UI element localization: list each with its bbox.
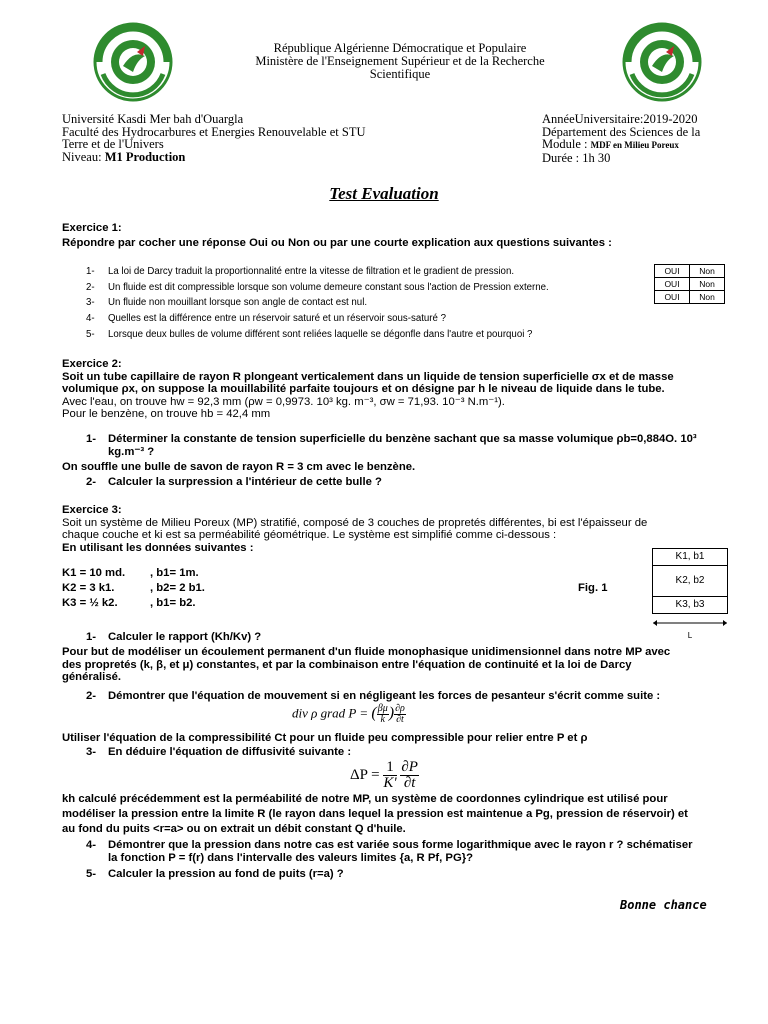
exercise-2-text: volumique ρx, on suppose la mouillabilité parfaite toujours et on désigne par h le niveau de liquide dans le tube. [62,383,665,396]
layer-diagram [652,548,728,640]
no-checkbox[interactable]: Non [690,278,725,291]
list-item: 3- Un fluide non mouillant lorsque son angle de contact est nul. [86,297,368,309]
module-row [542,138,700,152]
module-value: MDF en Milieu Poreux [590,140,679,150]
length-label: L [687,631,693,640]
exercise-3-data: K1 = 10 md. , b1= 1m. K2 = 3 k1. , b2= 2 b1. K3 = ½ k2. , b1= b2. [62,567,205,609]
level-value: M1 Production [104,149,186,164]
exercise-3 [62,504,742,554]
module-label: Module : [542,137,588,151]
university-logo-icon [93,22,173,102]
faculty-name-cont: Terre et de l'Univers [62,137,164,151]
header-line-2: Ministère de l'Enseignement Supérieur et de la Recherche [255,54,545,68]
academic-year: AnnéeUniversitaire:2019-2020 [542,112,698,126]
university-name: Université Kasdi Mer bah d'Ouargla [62,112,244,126]
exercise-3-question-4: 4- Démontrer que la pression dans notre cas est variée sous forme logarithmique avec le rayon r ? schématiser la fonction P = f(r) dans l'intervalle des valeurs limites {a, R Pf, PG}? [86,839,693,864]
list-item: 4- Quelles est la différence entre un réservoir saturé et un réservoir sous-saturé ? [86,313,446,325]
exercise-2-text: Avec l'eau, on trouve hw = 92,3 mm (ρw = 0,9973. 10³ kg. m⁻³, σw = 71,93. 10⁻³ N.m⁻¹). [62,395,505,408]
exercise-2-question-1: 1- Déterminer la constante de tension superficielle du benzène sachant que sa masse volumique ρb=0,884O. 10³ kg.m⁻³ ? [86,433,697,458]
exercise-3-text: Pour but de modéliser un écoulement permanent d'un fluide monophasique unidimensionnel dans notre MP avec des propretés (k, β, et μ) constantes, et par la combinaison entre l'équation de continuité et la loi de Darcy généralisé. [62,646,671,684]
no-checkbox[interactable]: Non [690,265,725,278]
list-item: 1- La loi de Darcy traduit la proportionnalité entre la vitesse de filtration et le gradient de pression. [86,266,515,277]
exercise-3-text: Utiliser l'équation de la compressibilité Ct pour un fluide peu compressible pour relier entre P et ρ [62,732,588,744]
layer-1: K1, b1 [652,548,728,565]
exercise-2-question-2: 2- Calculer la surpression a l'intérieur de cette bulle ? [86,476,382,488]
exercise-2-text: Pour le benzène, on trouve hb = 42,4 mm [62,408,271,421]
exercise-3-question-5: 5- Calculer la pression au fond de puits (r=a) ? [86,868,344,880]
exercise-3-question-3: 3- En déduire l'équation de diffusivité suivante : [86,746,352,758]
header-line-1: République Algérienne Démocratique et Populaire [273,41,527,55]
list-item: 5- Lorsque deux bulles de volume différent sont reliées laquelle se dégonfle dans l'autre et pourquoi ? [86,328,533,340]
no-checkbox[interactable]: Non [690,291,725,304]
course-info [542,113,700,164]
exercise-1-instruction: Répondre par cocher une réponse Oui ou Non ou par une courte explication aux questions suivantes : [62,237,612,249]
department: Département des Sciences de la [542,124,701,139]
faculty-name: Faculté des Hydrocarbures et Energies Renouvelable et STU [62,124,366,139]
list-item: 2- Un fluide est dit compressible lorsque son volume demeure constant sous l'action de Pression externe. [86,281,549,293]
exercise-2-text: Soit un tube capillaire de rayon R plongeant verticalement dans un liquide de tension superficielle σx et de masse [62,370,674,383]
university-logo-icon [622,22,702,102]
level-row [62,151,366,164]
length-arrow-icon [652,619,728,627]
yes-checkbox[interactable]: OUI [655,265,690,278]
level-label: Niveau: [62,149,102,164]
equation-motion: div ρ grad P = ( $\frac{\beta\mu}{k}$ ) $\frac{\partial\rho}{\partial t}$ [292,703,405,725]
layer-2: K2, b2 [652,565,728,596]
university-logo-right [622,22,702,102]
yes-checkbox[interactable]: OUI [655,291,690,304]
exercise-3-text: Soit un système de Milieu Poreux (MP) stratifié, composé de 3 couches de propretés différentes, bi est l'épaisseur de [62,516,648,529]
duration: Durée : 1h 30 [542,150,611,165]
exercise-3-text: En utilisant les données suivantes : [62,541,254,554]
exercise-3-question-1: 1- Calculer le rapport (Kh/Kv) ? [86,631,262,643]
yes-no-table [654,264,725,304]
exercise-3-text: kh calculé précédemment est la perméabilité de notre MP, un système de coordonnes cylindrique est utilisé pour modéliser la pression entre la limite R (le rayon dans lequel la pression est maintenue a Pg, pression de réservoir) et au fond du puits <r=a> ou on extrait un débit constant Q d'huile. [62,793,688,835]
header-line-3: Scientifique [369,67,431,81]
exercise-3-text: chaque couche et ki est sa perméabilité géométrique. Le système est simplifié comme ci-dessous : [62,529,557,542]
university-logo-left [93,22,173,102]
exercise-2 [62,358,742,421]
header-block [200,42,600,81]
institution-info [62,113,366,163]
exercise-2-title: Exercice 2: [62,358,122,370]
yes-checkbox[interactable]: OUI [655,278,690,291]
closing-note: Bonne chance [620,898,707,912]
page-title: Test Evaluation [329,184,439,203]
equation-diffusivity: ΔP = $\frac{1}{K'}$ $\frac{\partial P}{\partial t}$ [350,759,418,791]
layer-3: K3, b3 [652,596,728,614]
exercise-1-title: Exercice 1: [62,222,122,234]
exercise-1-questions [86,264,549,343]
exercise-2-text: On souffle une bulle de savon de rayon R = 3 cm avec le benzène. [62,461,416,473]
exercise-3-title: Exercice 3: [62,504,122,516]
figure-label: Fig. 1 [578,582,608,594]
exercise-3-question-2: 2- Démontrer que l'équation de mouvement si en négligeant les forces de pesanteur s'écrit comme suite : [86,690,661,702]
